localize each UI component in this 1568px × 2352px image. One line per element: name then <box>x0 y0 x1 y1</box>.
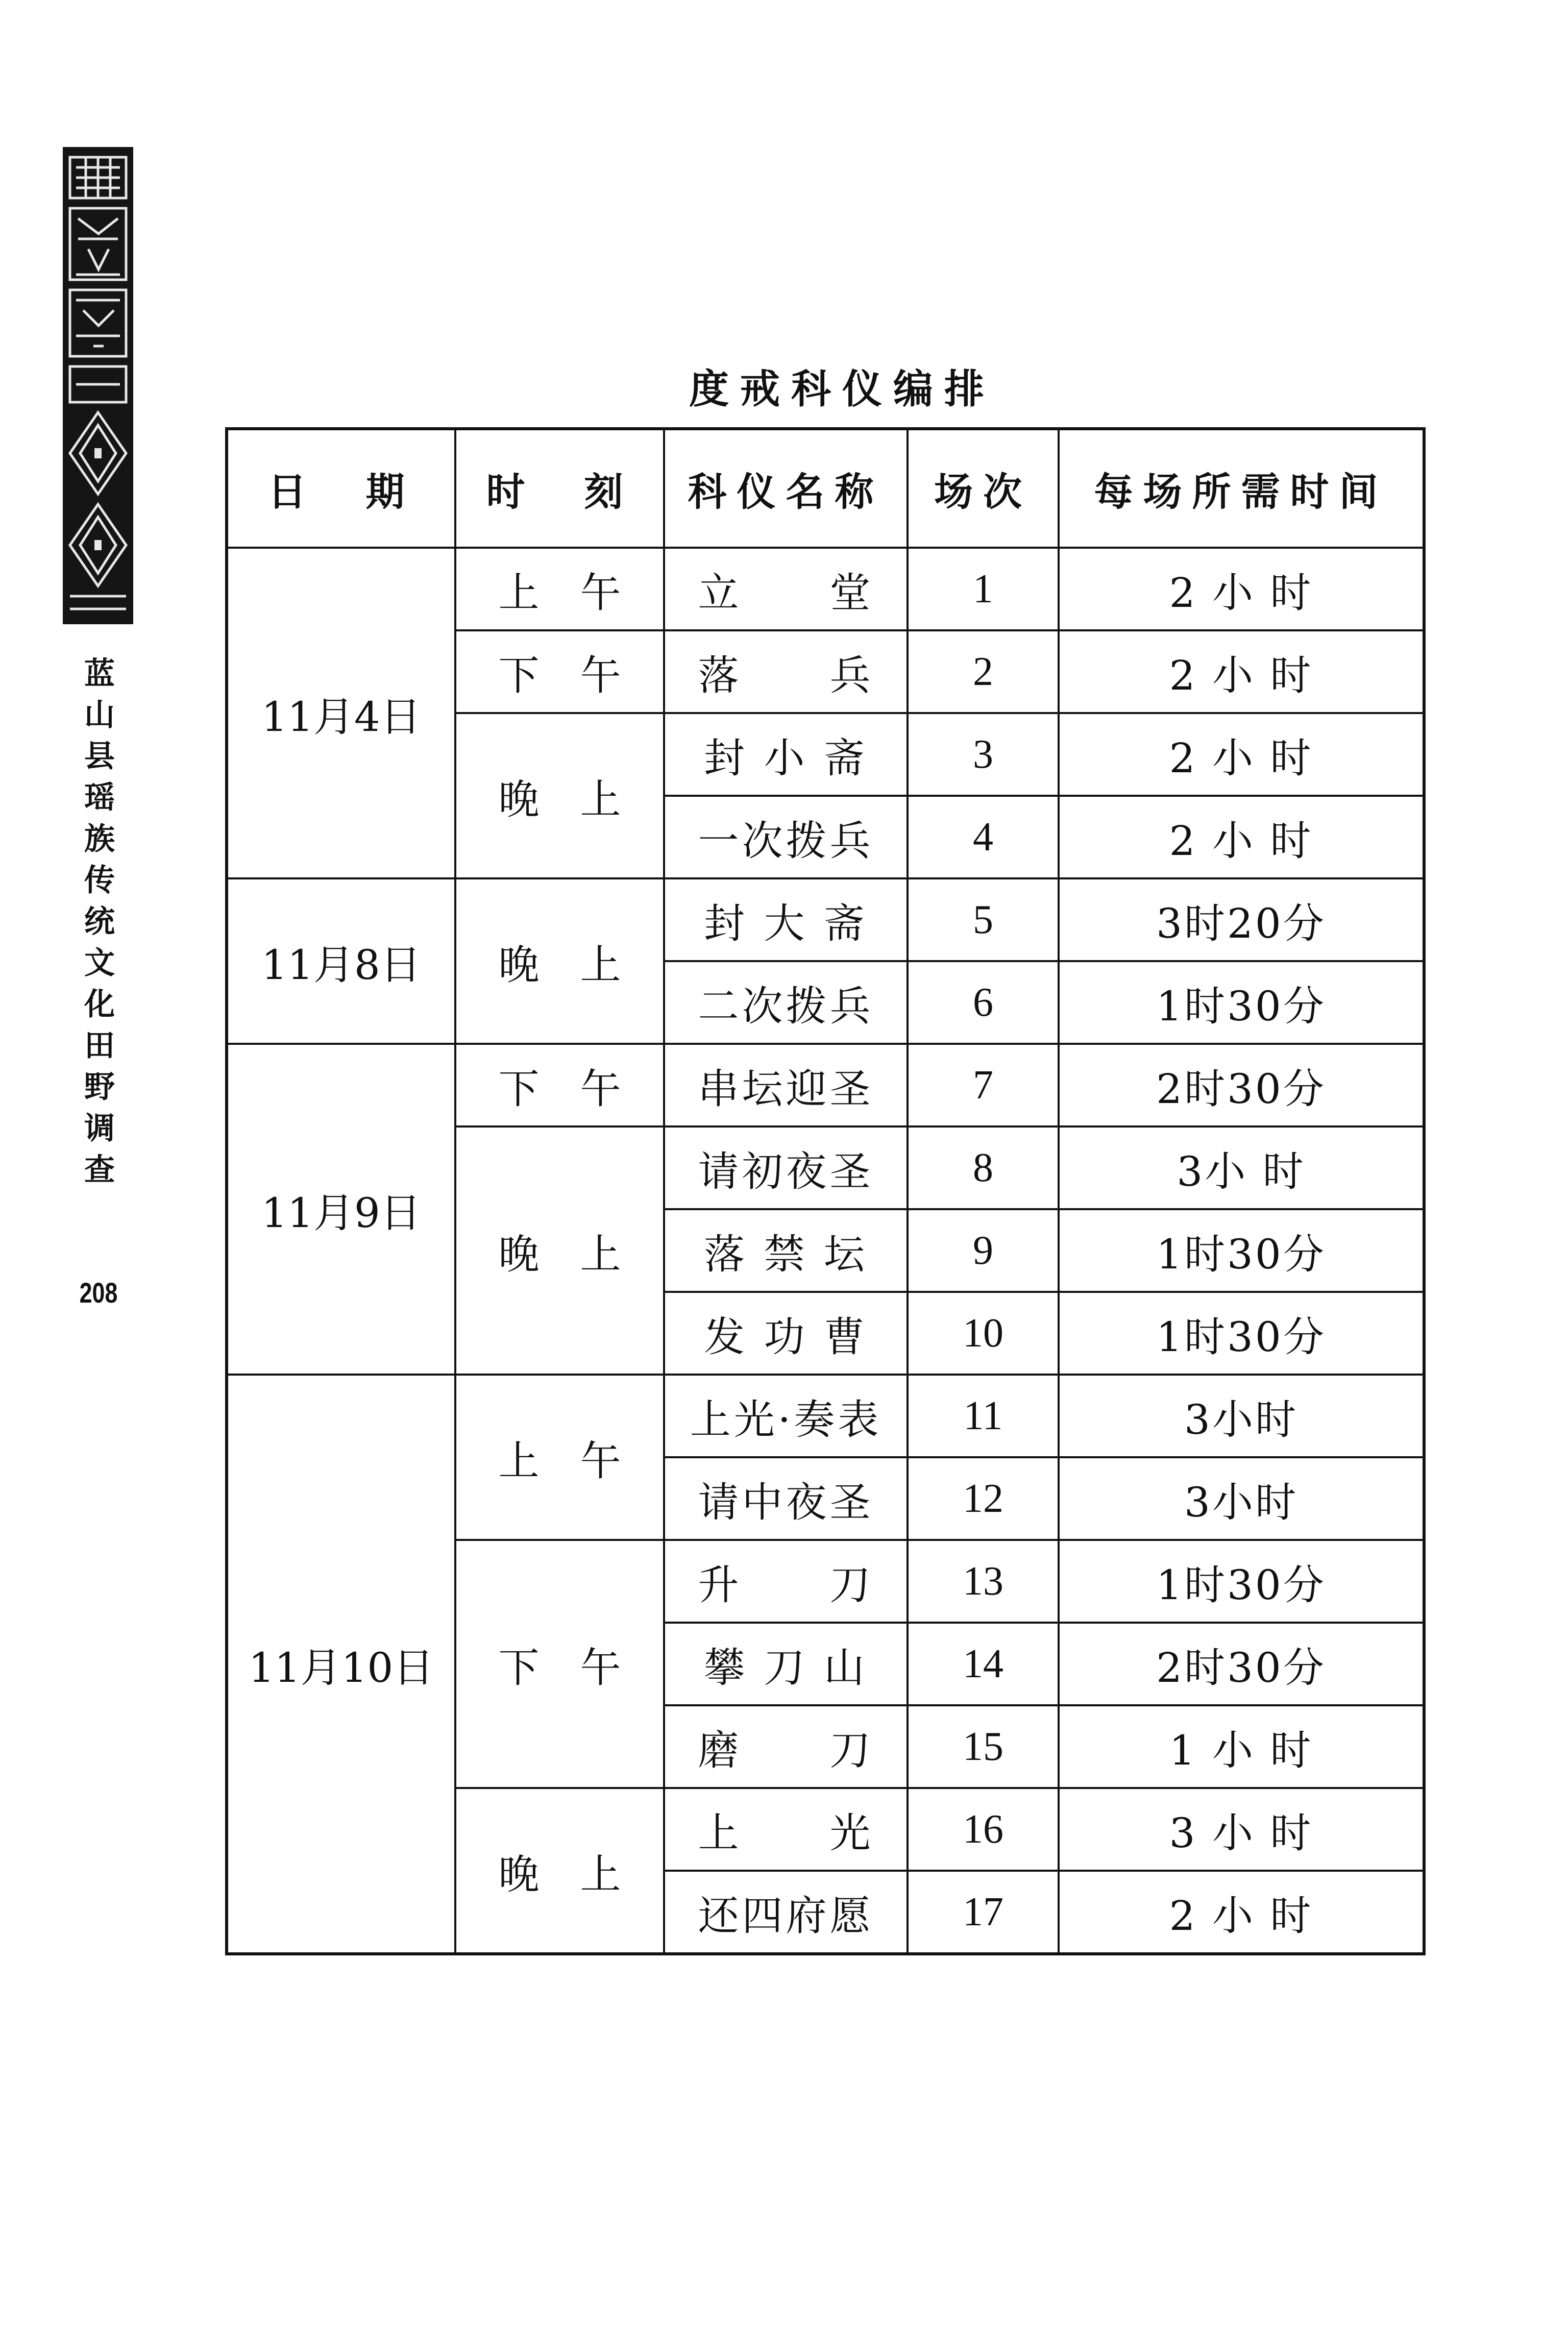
side-title-char: 化 <box>84 987 115 1022</box>
side-title-char: 统 <box>84 904 115 940</box>
header-date: 日 期 <box>227 429 455 548</box>
duration-cell: 2 小 时 <box>1059 713 1424 796</box>
decorative-ornament-band <box>63 147 133 624</box>
session-number-cell: 1 <box>908 548 1059 630</box>
vertical-book-title <box>77 653 122 1191</box>
time-of-day-cell: 晚 上 <box>455 1788 664 1954</box>
ritual-name-cell: 立 堂 <box>664 548 908 630</box>
date-cell: 11月9日 <box>227 1044 455 1375</box>
time-of-day-cell: 晚 上 <box>455 1126 664 1375</box>
ritual-name-cell: 串坛迎圣 <box>664 1044 908 1126</box>
duration-cell: 1时30分 <box>1059 961 1424 1044</box>
table-row <box>227 1044 1424 1126</box>
ritual-name-cell: 封 小 斋 <box>664 713 908 796</box>
ritual-name-cell: 上光·奏表 <box>664 1375 908 1457</box>
duration-cell: 1 小 时 <box>1059 1705 1424 1788</box>
header-session-count: 场次 <box>908 429 1059 548</box>
ritual-name-cell: 二次拨兵 <box>664 961 908 1044</box>
ritual-schedule-table <box>225 427 1426 1955</box>
header-row <box>227 429 1424 548</box>
side-title-char: 文 <box>84 945 115 981</box>
time-of-day-cell: 晚 上 <box>455 878 664 1044</box>
ritual-name-cell: 攀 刀 山 <box>664 1623 908 1705</box>
duration-cell: 2 小 时 <box>1059 796 1424 878</box>
header-time: 时 刻 <box>455 429 664 548</box>
session-number-cell: 3 <box>908 713 1059 796</box>
session-number-cell: 4 <box>908 796 1059 878</box>
session-number-cell: 17 <box>908 1871 1059 1954</box>
duration-cell: 3小时 <box>1059 1375 1424 1457</box>
duration-cell: 1时30分 <box>1059 1292 1424 1375</box>
side-title-char: 瑶 <box>84 780 115 816</box>
session-number-cell: 7 <box>908 1044 1059 1126</box>
session-number-cell: 2 <box>908 630 1059 713</box>
schedule-body <box>227 548 1424 1954</box>
time-of-day-cell: 下 午 <box>455 630 664 713</box>
duration-cell: 3小 时 <box>1059 1126 1424 1209</box>
session-number-cell: 14 <box>908 1623 1059 1705</box>
session-number-cell: 12 <box>908 1457 1059 1540</box>
date-cell: 11月4日 <box>227 548 455 878</box>
duration-cell: 2时30分 <box>1059 1044 1424 1126</box>
duration-cell: 3小时 <box>1059 1457 1424 1540</box>
time-of-day-cell: 晚 上 <box>455 713 664 878</box>
table-row <box>227 878 1424 961</box>
side-title-char: 传 <box>84 863 115 898</box>
duration-cell: 2时30分 <box>1059 1623 1424 1705</box>
side-title-char: 野 <box>84 1069 115 1105</box>
table-row <box>227 1375 1424 1457</box>
session-number-cell: 11 <box>908 1375 1059 1457</box>
duration-cell: 3时20分 <box>1059 878 1424 961</box>
duration-cell: 2 小 时 <box>1059 630 1424 713</box>
header-ritual-name: 科仪名称 <box>664 429 908 548</box>
date-cell: 11月10日 <box>227 1375 455 1954</box>
ritual-name-cell: 上 光 <box>664 1788 908 1871</box>
side-title-char: 族 <box>84 821 115 857</box>
ritual-name-cell: 磨 刀 <box>664 1705 908 1788</box>
session-number-cell: 15 <box>908 1705 1059 1788</box>
session-number-cell: 16 <box>908 1788 1059 1871</box>
duration-cell: 2 小 时 <box>1059 548 1424 630</box>
side-title-char: 山 <box>84 697 115 733</box>
table-title: 度戒科仪编排 <box>689 366 995 412</box>
session-number-cell: 13 <box>908 1540 1059 1623</box>
time-of-day-cell: 下 午 <box>455 1540 664 1788</box>
side-title-char: 蓝 <box>84 656 115 692</box>
duration-cell: 2 小 时 <box>1059 1871 1424 1954</box>
ritual-name-cell: 升 刀 <box>664 1540 908 1623</box>
side-title-char: 县 <box>84 739 115 774</box>
ritual-name-cell: 请中夜圣 <box>664 1457 908 1540</box>
session-number-cell: 10 <box>908 1292 1059 1375</box>
session-number-cell: 8 <box>908 1126 1059 1209</box>
session-number-cell: 5 <box>908 878 1059 961</box>
table-row <box>227 548 1424 630</box>
ritual-name-cell: 发 功 曹 <box>664 1292 908 1375</box>
ritual-name-cell: 一次拨兵 <box>664 796 908 878</box>
date-cell: 11月8日 <box>227 878 455 1044</box>
duration-cell: 1时30分 <box>1059 1209 1424 1292</box>
ritual-name-cell: 落 兵 <box>664 630 908 713</box>
duration-cell: 3 小 时 <box>1059 1788 1424 1871</box>
ritual-name-cell: 封 大 斋 <box>664 878 908 961</box>
header-duration: 每场所需时间 <box>1059 429 1424 548</box>
session-number-cell: 6 <box>908 961 1059 1044</box>
time-of-day-cell: 上 午 <box>455 548 664 630</box>
ritual-name-cell: 还四府愿 <box>664 1871 908 1954</box>
side-title-char: 调 <box>84 1111 115 1146</box>
ritual-name-cell: 落 禁 坛 <box>664 1209 908 1292</box>
duration-cell: 1时30分 <box>1059 1540 1424 1623</box>
side-title-char: 查 <box>84 1152 115 1188</box>
ritual-name-cell: 请初夜圣 <box>664 1126 908 1209</box>
time-of-day-cell: 下 午 <box>455 1044 664 1126</box>
side-title-char: 田 <box>84 1028 115 1064</box>
page-number: 208 <box>79 1277 118 1309</box>
time-of-day-cell: 上 午 <box>455 1375 664 1540</box>
session-number-cell: 9 <box>908 1209 1059 1292</box>
